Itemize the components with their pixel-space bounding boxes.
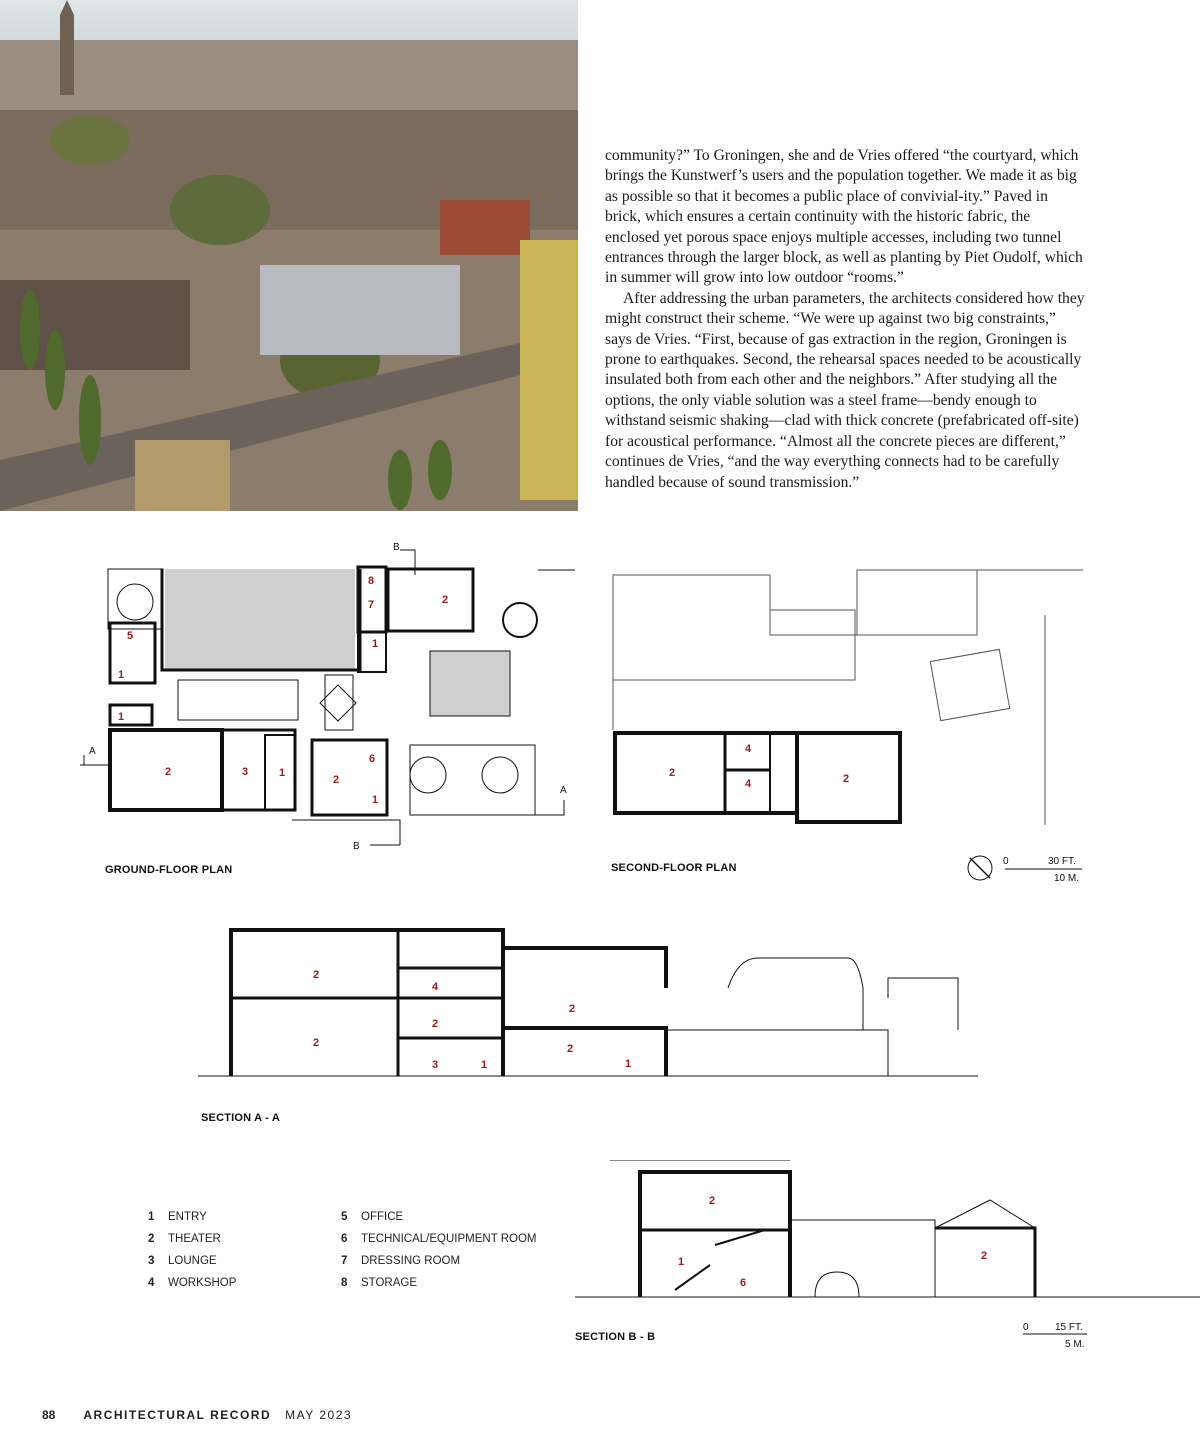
room-number: 4 — [744, 743, 752, 755]
room-number: 2 — [566, 1043, 574, 1055]
room-number: 2 — [312, 969, 320, 981]
room-number: 2 — [332, 774, 340, 786]
room-number: 1 — [278, 767, 286, 779]
room-number: 8 — [367, 575, 375, 587]
section-aa-caption: SECTION A - A — [201, 1112, 280, 1124]
room-number: 3 — [241, 766, 249, 778]
legend-item: 2 THEATER — [148, 1233, 221, 1245]
section-aa-room-numbers — [313, 969, 631, 1071]
room-number: 6 — [368, 753, 376, 765]
section-bb-caption: SECTION B - B — [575, 1331, 656, 1343]
paragraph-2: After addressing the urban parameters, the architects considered how they might construct their scheme. “We were up against two big constraints,” says de Vries. “First, because of gas extraction in the region, Groningen is prone to earthquakes. Second, the rehearsal spaces needed to be acoustically insulated both from each other and the neighbors.” After studying all the options, the only viable solution was a steel frame—bendy enough to withstand seismic shaking—clad with thick concrete (prefabricated off-site) for acoustical performance. “Almost all the concrete pieces are different,” continues de Vries, “and the way everything connects had to be carefully handled because of sound transmission.” — [605, 289, 1085, 491]
section-aa-drawing — [198, 918, 978, 1088]
room-number: 5 — [126, 630, 134, 642]
scale-m: 10 M. — [1054, 873, 1080, 884]
second-floor-caption: SECOND-FLOOR PLAN — [611, 862, 737, 874]
legend-item: 8 STORAGE — [341, 1277, 418, 1289]
page-number: 88 — [42, 1408, 56, 1422]
room-number: 2 — [668, 767, 676, 779]
legend-item: 4 WORKSHOP — [148, 1277, 237, 1289]
room-number: 6 — [739, 1277, 747, 1289]
legend-item: 5 OFFICE — [341, 1211, 404, 1223]
room-number: 4 — [744, 778, 752, 790]
section-bb-drawing — [575, 1160, 1200, 1300]
legend-column-1 — [148, 1211, 236, 1299]
room-number: 1 — [677, 1256, 685, 1268]
room-number: 1 — [624, 1058, 632, 1070]
page-footer — [42, 1408, 352, 1422]
room-number: 3 — [431, 1059, 439, 1071]
second-floor-plan-drawing — [605, 560, 1095, 835]
legend-item: 3 LOUNGE — [148, 1255, 217, 1267]
legend-item: 6 TECHNICAL/EQUIPMENT ROOM — [341, 1233, 537, 1245]
room-number: 1 — [117, 711, 125, 723]
room-number: 2 — [164, 766, 172, 778]
section-mark-a: A — [560, 785, 567, 796]
issue-date: MAY 2023 — [285, 1408, 353, 1422]
room-number: 2 — [441, 594, 449, 606]
ground-floor-plan-drawing — [70, 535, 590, 855]
scale-zero: 0 — [1003, 856, 1009, 867]
room-number: 2 — [312, 1037, 320, 1049]
second-floor-room-numbers — [669, 743, 849, 790]
room-number: 1 — [480, 1059, 488, 1071]
room-number: 7 — [367, 599, 375, 611]
plan-scale-bar — [965, 852, 1090, 887]
room-number: 1 — [371, 638, 379, 650]
room-number: 2 — [431, 1018, 439, 1030]
magazine-name: ARCHITECTURAL RECORD — [83, 1408, 272, 1422]
room-number: 2 — [708, 1195, 716, 1207]
room-number: 2 — [980, 1250, 988, 1262]
room-number: 2 — [842, 773, 850, 785]
section-mark-b: B — [353, 841, 360, 852]
scale-ft: 15 FT. — [1055, 1322, 1083, 1333]
article-body — [605, 146, 1085, 493]
scale-zero: 0 — [1023, 1322, 1029, 1333]
room-number: 4 — [431, 981, 439, 993]
room-number: 1 — [117, 669, 125, 681]
section-mark-a: A — [89, 746, 96, 757]
room-number: 2 — [568, 1003, 576, 1015]
room-number: 1 — [371, 794, 379, 806]
legend-item: 7 DRESSING ROOM — [341, 1255, 461, 1267]
legend-column-2 — [341, 1211, 537, 1299]
section-scale-bar — [1020, 1320, 1095, 1352]
scale-m: 5 M. — [1065, 1339, 1085, 1350]
scale-ft: 30 FT. — [1048, 856, 1076, 867]
ground-floor-caption: GROUND-FLOOR PLAN — [105, 864, 233, 876]
aerial-photo-groningen — [0, 0, 578, 511]
legend-item: 1 ENTRY — [148, 1211, 207, 1223]
section-mark-b: B — [393, 542, 400, 553]
paragraph-1: community?” To Groningen, she and de Vries offered “the courtyard, which brings the Kunstwerf’s users and the population together. We made it as big as possible so that it becomes a public place of convivial-ity.” Paved in brick, which ensures a certain continuity with the historic fabric, the enclosed yet porous space enjoys multiple accesses, including two tunnel entrances through the larger block, as well as planting by Piet Oudolf, which in summer will grow into low outdoor “rooms.” — [605, 147, 1083, 287]
